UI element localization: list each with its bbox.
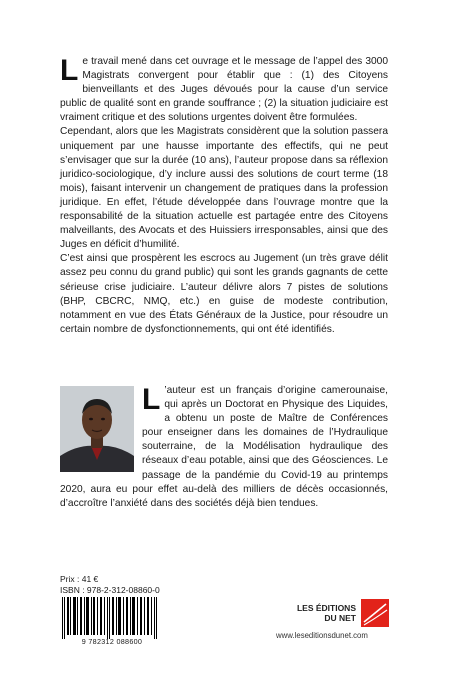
- author-bio-text: ’auteur est un français d’origine camerounaise, qui après un Doctorat en Physique des Liquides, a obtenu un poste de Maître de Conférences pour enseigner dans les domaines de l’Hydraulique souterraine, de la Modélisation hydraulique des réseaux d’eau potable, ainsi que des Géosciences. Le passage de la pandémie du Covid-19 au printemps 2020, aura eu pour effet au-delà des milliers de décès occasionnés, d’accroître l’anxiété dans des sociétés déjà bien tendues.: [60, 385, 388, 509]
- drop-cap: L: [60, 54, 79, 87]
- barcode-number: 9 782312 088600: [81, 637, 143, 646]
- summary-text: [60, 55, 388, 337]
- author-section: [60, 384, 388, 511]
- publisher-name: [270, 603, 356, 623]
- publisher-url: www.leseditionsdunet.com: [276, 631, 368, 640]
- publisher-name-line1: LES ÉDITIONS: [296, 603, 356, 613]
- summary-paragraph-1: [60, 55, 388, 125]
- publisher-name-line2: DU NET: [324, 613, 356, 623]
- summary-paragraph-2: Cependant, alors que les Magistrats considèrent que la solution passera uniquement par une hausse importante des effectifs, qui ne peut s’envisager que sur la durée (10 ans), l’auteur propose dans sa réflexion juridico-sociologique, d’y inclure aussi des solutions de court terme (18 mois), faisant intervenir un changement de pratiques dans la profession juridique. En effet, l’étude développée dans l’ouvrage montre que la responsabilité de la situation actuelle est partagée entre des Citoyens malveillants, des Avocats et des Huissiers irresponsables, ainsi que des Juges en déficit d’humilité.: [60, 126, 388, 251]
- paragraph-text: e travail mené dans cet ouvrage et le message de l’appel des 3000 Magistrats convergent pour établir que : (1) des Citoyens bienveillants et des Juges dévoués pour la cause d’un service public de qualité sont en grande souffrance ; (2) la situation judiciaire est vraiment critique et des solutions urgentes doivent être formulées.: [60, 56, 388, 124]
- barcode: [60, 597, 160, 639]
- isbn: ISBN : 978-2-312-08860-0: [60, 585, 160, 595]
- drop-cap: L: [142, 383, 161, 416]
- author-photo: [60, 386, 134, 472]
- summary-paragraph-3: C’est ainsi que prospèrent les escrocs au Jugement (un très grave délit assez peu connu du grand public) qui sont les grands gagnants de cette sérieuse crise judiciaire. L’auteur délivre alors 7 pistes de solutions (BHP, CBCRC, NMQ, etc.) en guise de modeste contribution, notamment en vue des États Généraux de la Justice, pour résoudre un certain nombre de dysfonctionnements, qui ont été identifiés.: [60, 253, 388, 335]
- publisher-logo: [270, 598, 400, 628]
- price-isbn: [60, 574, 160, 596]
- price: Prix : 41 €: [60, 574, 99, 584]
- publisher-logo-icon: [360, 598, 390, 628]
